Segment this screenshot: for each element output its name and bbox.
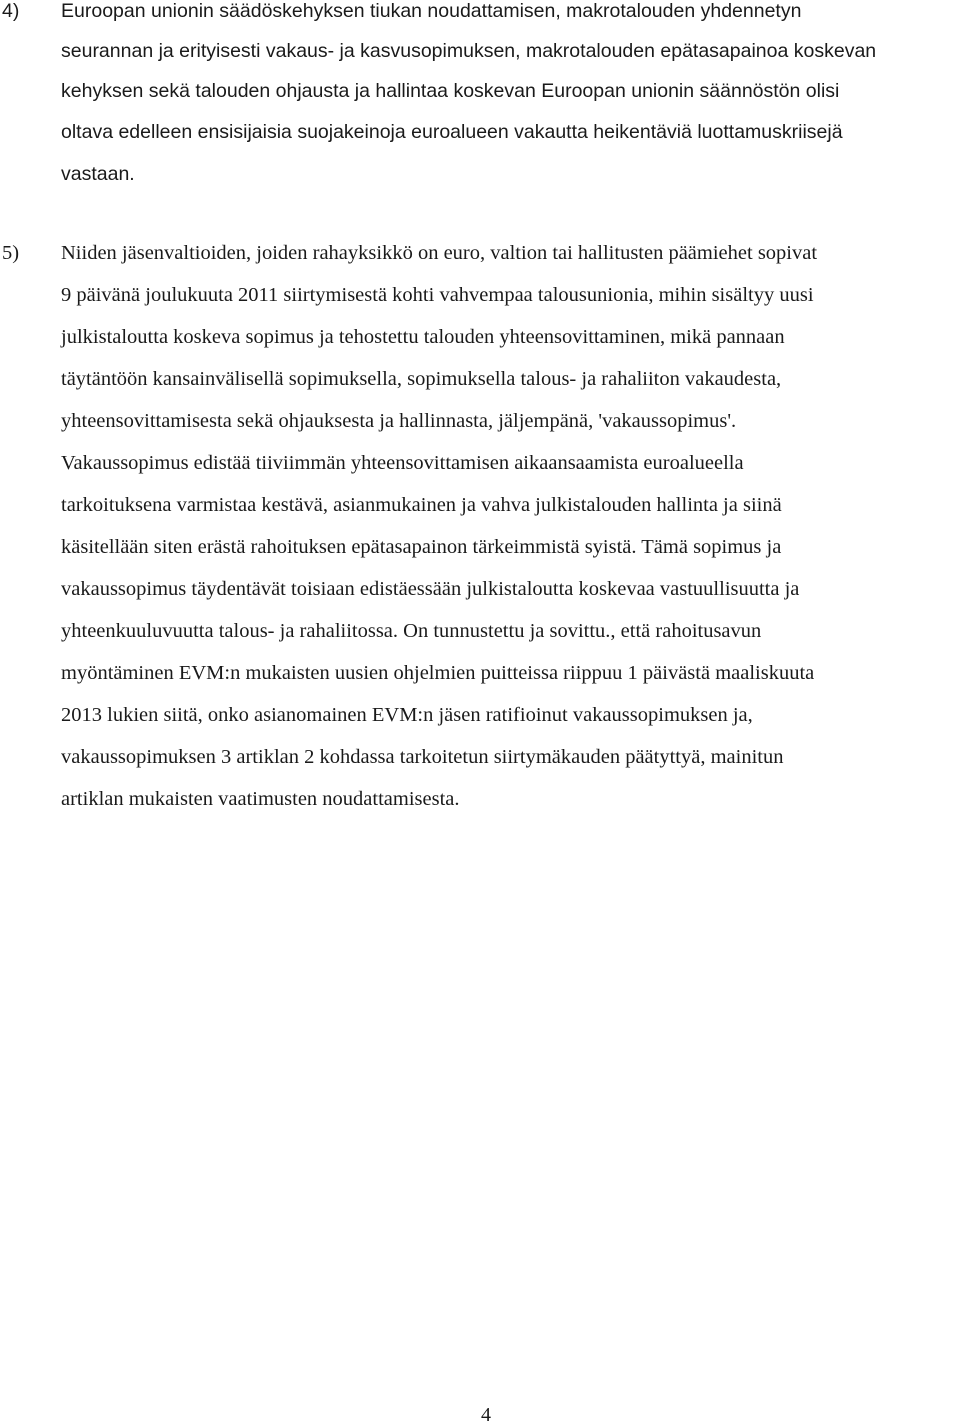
paragraph-line: artiklan mukaisten vaatimusten noudattamisesta.: [61, 788, 460, 810]
paragraph-line: Euroopan unionin säädöskehyksen tiukan noudattamisen, makrotalouden yhdennetyn: [61, 0, 802, 22]
paragraph-line: vakaussopimus täydentävät toisiaan edistäessään julkistaloutta koskevaa vastuullisuutta ja: [61, 578, 800, 600]
paragraph-line: yhteensovittamisesta sekä ohjauksesta ja hallinnasta, jäljempänä, 'vakaussopimus'.: [61, 410, 737, 432]
paragraph-line: vakaussopimuksen 3 artiklan 2 kohdassa tarkoitetun siirtymäkauden päätyttyä, mainitun: [61, 746, 784, 768]
paragraph-line: Niiden jäsenvaltioiden, joiden rahayksikkö on euro, valtion tai hallitusten päämiehet sopivat: [61, 242, 818, 264]
paragraph-line: käsitellään siten erästä rahoituksen epätasapainon tärkeimmistä syistä. Tämä sopimus ja: [61, 536, 782, 558]
paragraph-line: seurannan ja erityisesti vakaus- ja kasvusopimuksen, makrotalouden epätasapainoa koskevan: [61, 40, 877, 62]
paragraph-line: myöntäminen EVM:n mukaisten uusien ohjelmien puitteissa riippuu 1 päivästä maaliskuuta: [61, 662, 815, 684]
page-number: 4: [481, 1404, 491, 1426]
paragraph-line: Vakaussopimus edistää tiiviimmän yhteensovittamisen aikaansaamista euroalueella: [61, 452, 744, 474]
paragraph-line: oltava edelleen ensisijaisia suojakeinoja euroalueen vakautta heikentäviä luottamuskriisejä: [61, 121, 843, 143]
paragraph-number: 5): [2, 242, 20, 264]
paragraph-line: julkistaloutta koskeva sopimus ja tehostettu talouden yhteensovittaminen, mikä pannaan: [61, 326, 785, 348]
paragraph-line: 2013 lukien siitä, onko asianomainen EVM:n jäsen ratifioinut vakaussopimuksen ja,: [61, 704, 753, 726]
paragraph-line: täytäntöön kansainvälisellä sopimuksella, sopimuksella talous- ja rahaliiton vakaudesta,: [61, 368, 782, 390]
paragraph-line: kehyksen sekä talouden ohjausta ja hallintaa koskevan Euroopan unionin säännöstön olisi: [61, 80, 840, 102]
paragraph-line: vastaan.: [61, 163, 135, 185]
paragraph-line: yhteenkuuluvuutta talous- ja rahaliitossa. On tunnustettu ja sovittu., että rahoitusavun: [61, 620, 762, 642]
paragraph-line: tarkoituksena varmistaa kestävä, asianmukainen ja vahva julkistalouden hallinta ja siinä: [61, 494, 782, 516]
paragraph-line: 9 päivänä joulukuuta 2011 siirtymisestä kohti vahvempaa talousunionia, mihin sisältyy uusi: [61, 284, 814, 306]
paragraph-number: 4): [2, 0, 20, 22]
